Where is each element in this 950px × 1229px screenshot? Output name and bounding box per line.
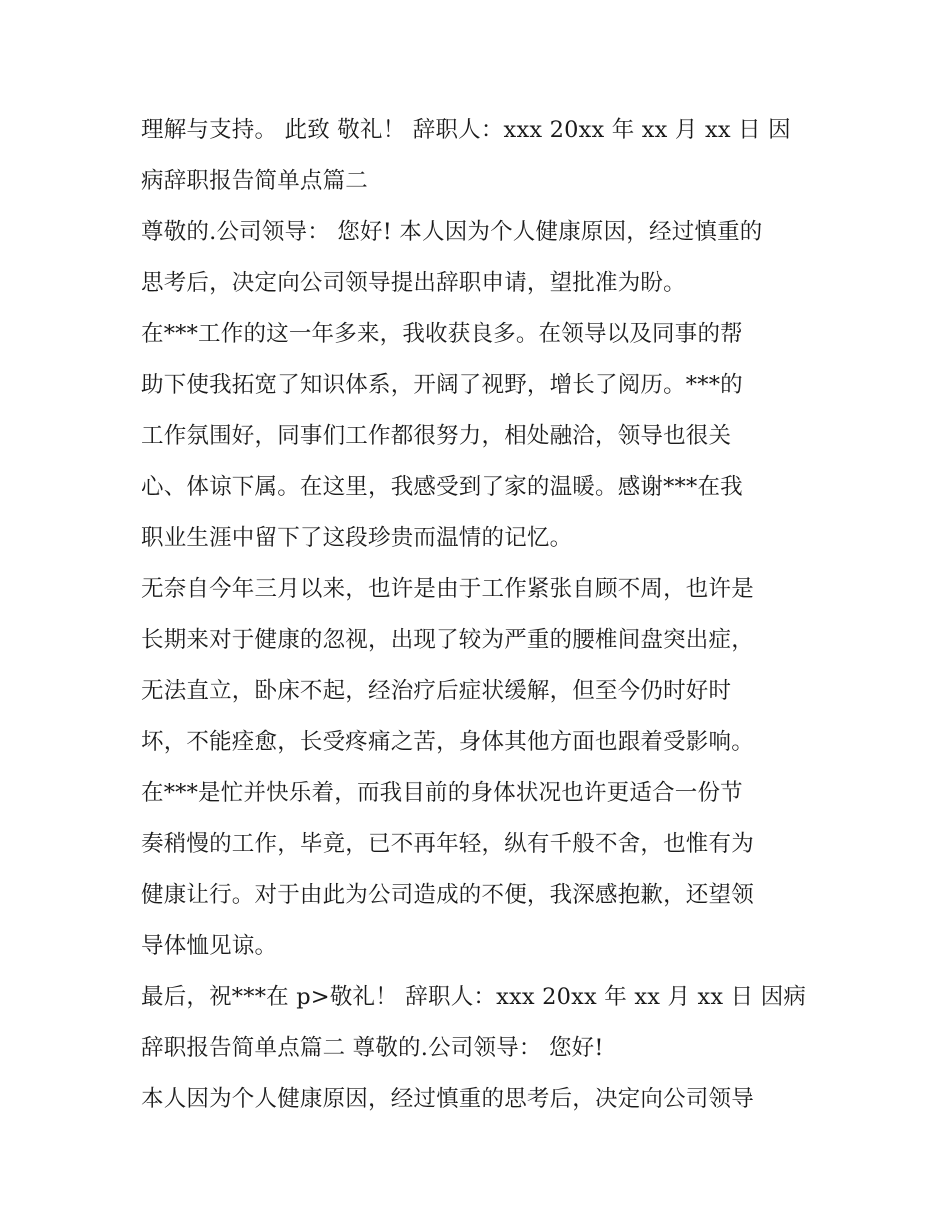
text-line: 理解与支持。 此致 敬礼！ 辞职人：xxx 20xx 年 xx 月 xx 日 因 — [141, 117, 791, 143]
text-line: 病辞职报告简单点篇二 — [141, 168, 369, 194]
text-line: 在***是忙并快乐着，而我目前的身体状况也许更适合一份节 — [141, 780, 743, 806]
text-line: 思考后，决定向公司领导提出辞职申请，望批准为盼。 — [141, 270, 686, 296]
text-line: 最后，祝***在 p>敬礼！ 辞职人：xxx 20xx 年 xx 月 xx 日 因病 — [141, 984, 807, 1010]
text-line: 导体恤见谅。 — [141, 933, 278, 959]
text-line: 无奈自今年三月以来，也许是由于工作紧张自顾不周，也许是 — [141, 576, 754, 602]
text-line: 奏稍慢的工作，毕竟，已不再年轻，纵有千般不舍，也惟有为 — [141, 831, 754, 857]
text-line: 辞职报告简单点篇二 尊敬的.公司领导： 您好! — [141, 1035, 604, 1061]
text-line: 心、体谅下属。在这里，我感受到了家的温暖。感谢***在我 — [141, 474, 743, 500]
text-line: 长期来对于健康的忽视，出现了较为严重的腰椎间盘突出症， — [141, 627, 754, 653]
text-line: 工作氛围好，同事们工作都很努力，相处融洽，领导也很关 — [141, 423, 732, 449]
text-line: 助下使我拓宽了知识体系，开阔了视野，增长了阅历。***的 — [141, 372, 743, 398]
text-line: 尊敬的.公司领导： 您好! 本人因为个人健康原因，经过慎重的 — [141, 219, 763, 245]
text-line: 本人因为个人健康原因，经过慎重的思考后，决定向公司领导 — [141, 1086, 754, 1112]
text-line: 职业生涯中留下了这段珍贵而温情的记忆。 — [141, 525, 573, 551]
text-line: 坏，不能痊愈，长受疼痛之苦，身体其他方面也跟着受影响。 — [141, 729, 754, 755]
text-line: 在***工作的这一年多来，我收获良多。在领导以及同事的帮 — [141, 321, 743, 347]
text-line: 无法直立，卧床不起，经治疗后症状缓解，但至今仍时好时 — [141, 678, 732, 704]
text-line: 健康让行。对于由此为公司造成的不便，我深感抱歉，还望领 — [141, 882, 754, 908]
